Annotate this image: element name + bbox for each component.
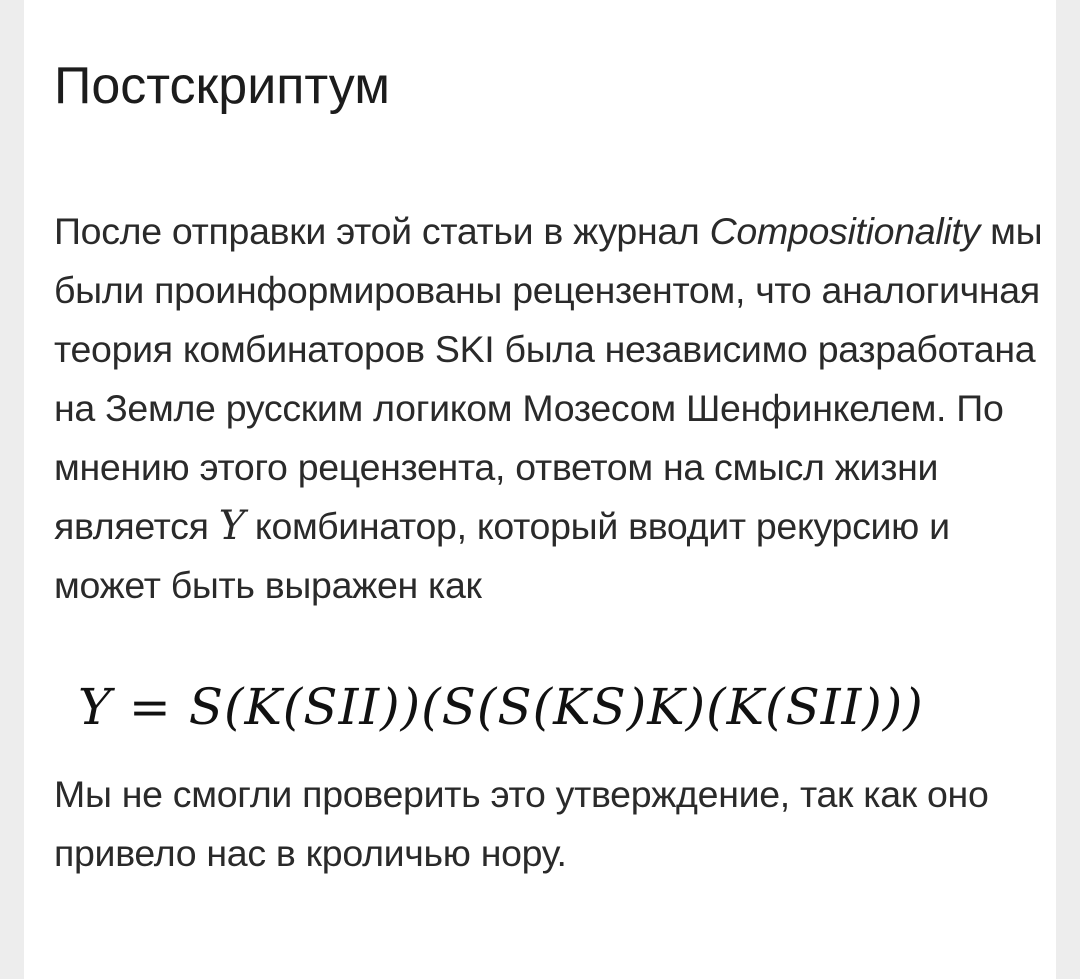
article-card: [24, 0, 1056, 979]
page-title: Постскриптум: [54, 57, 390, 115]
paragraph-text-end: комбинатор, который вводит рекурсию и может быть выражен как: [54, 505, 950, 606]
paragraph-text-before: После отправки этой статьи в журнал: [54, 210, 710, 252]
paragraph-conclusion: Мы не смогли проверить это утверждение, так как оно привело нас в кроличью нору.: [54, 773, 989, 874]
paragraph-text-after: мы были проинформированы рецензентом, что аналогичная теория комбинаторов SKI была независимо разработана на Земле русским логиком Мозесом Шенфинкелем. По мнению этого рецензента, ответом на смысл жизни является: [54, 210, 1043, 547]
y-combinator-symbol: Y: [218, 503, 245, 549]
y-combinator-formula: Y = S(K(SII))(S(S(KS)K)(K(SII))): [78, 678, 924, 736]
journal-name: Compositionality: [709, 210, 980, 252]
paragraph-postscript: [54, 202, 1049, 615]
